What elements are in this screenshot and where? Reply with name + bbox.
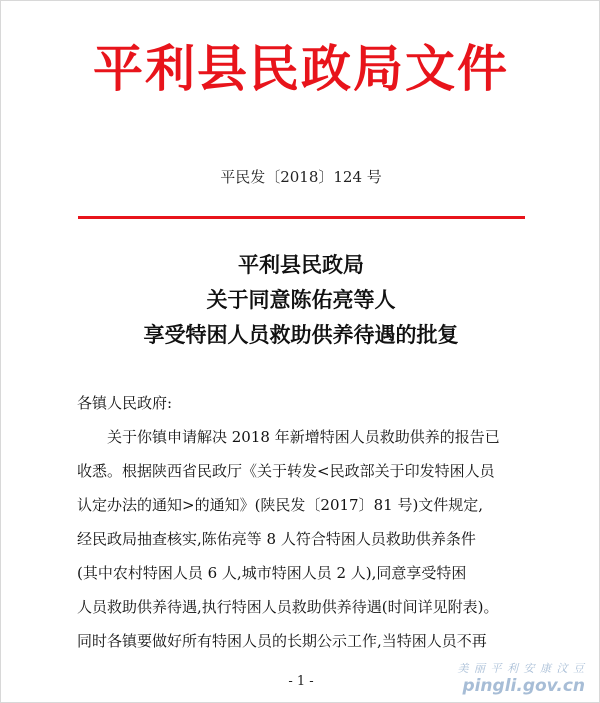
body-line-6: 人员救助供养待遇,执行特困人员救助供养待遇(时间详见附表)。 bbox=[77, 598, 499, 616]
heading-line-2: 关于同意陈佑亮等人 bbox=[206, 287, 396, 312]
body-line-1: 关于你镇申请解决 2018 年新增特困人员救助供养的报告已 bbox=[107, 428, 500, 446]
document-number: 平民发〔2018〕124 号 bbox=[220, 168, 382, 186]
heading-line-1: 平利县民政局 bbox=[238, 252, 364, 277]
body-line-3: 认定办法的通知>的通知》(陕民发〔2017〕81 号)文件规定, bbox=[77, 496, 484, 514]
site-watermark bbox=[458, 662, 585, 696]
watermark-domain: pingli.gov.cn bbox=[462, 676, 585, 696]
page-number: - 1 - bbox=[288, 674, 314, 689]
watermark-slogan: 美 丽 平 利 安 康 汶 豆 bbox=[457, 662, 585, 675]
body-line-2: 收悉。根据陕西省民政厅《关于转发<民政部关于印发特困人员 bbox=[77, 462, 495, 480]
red-divider-rule bbox=[78, 216, 525, 219]
body-line-4: 经民政局抽查核实,陈佑亮等 8 人符合特困人员救助供养条件 bbox=[77, 530, 476, 548]
body-line-5: (其中农村特困人员 6 人,城市特困人员 2 人),同意享受特困 bbox=[77, 564, 467, 582]
body-line-7: 同时各镇要做好所有特困人员的长期公示工作,当特困人员不再 bbox=[77, 632, 487, 650]
heading-line-3: 享受特困人员救助供养待遇的批复 bbox=[143, 322, 459, 347]
addressee: 各镇人民政府: bbox=[77, 394, 173, 412]
document-red-header-title: 平利县民政局文件 bbox=[93, 39, 509, 98]
